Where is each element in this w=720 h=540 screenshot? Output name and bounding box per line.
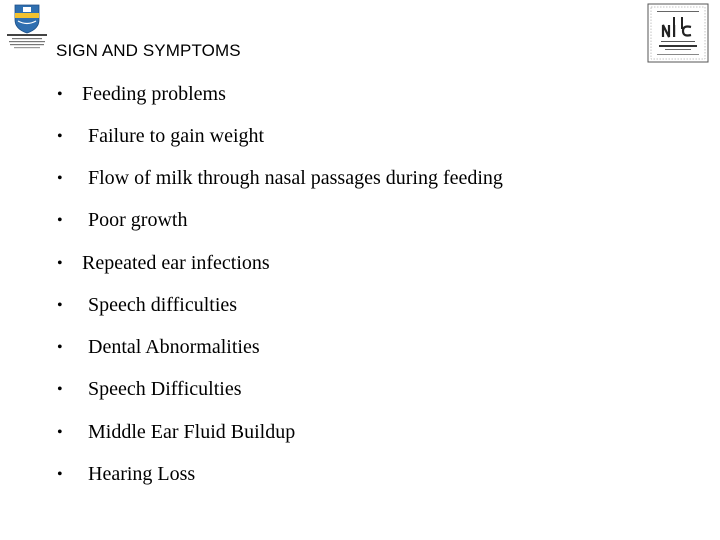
bullet-dot: •	[57, 381, 63, 398]
bullet-dot: •	[57, 212, 63, 229]
bullet-dot: •	[57, 466, 63, 483]
bullet-item: Flow of milk through nasal passages during feeding	[88, 167, 503, 189]
bullet-dot: •	[57, 339, 63, 356]
bullet-dot: •	[57, 424, 63, 441]
slide-title: SIGN AND SYMPTOMS	[56, 41, 241, 60]
bullet-dot: •	[57, 86, 63, 103]
bullet-item: Speech difficulties	[88, 294, 238, 316]
bullet-item: Hearing Loss	[88, 463, 196, 485]
bullet-item: Middle Ear Fluid Buildup	[88, 421, 296, 443]
bullet-item: Dental Abnormalities	[88, 336, 260, 358]
bullet-item: Failure to gain weight	[88, 125, 265, 147]
bullet-dot: •	[57, 297, 63, 314]
bullet-item: Repeated ear infections	[82, 252, 270, 274]
bullet-dot: •	[57, 128, 63, 145]
nursing-college-logo	[647, 3, 709, 63]
bullet-dot: •	[57, 170, 63, 187]
bullet-item: Speech Difficulties	[88, 378, 242, 400]
bullet-dot: •	[57, 255, 63, 272]
bullet-item: Poor growth	[88, 209, 188, 231]
university-crest-logo	[4, 2, 50, 50]
bullet-item: Feeding problems	[82, 83, 226, 105]
